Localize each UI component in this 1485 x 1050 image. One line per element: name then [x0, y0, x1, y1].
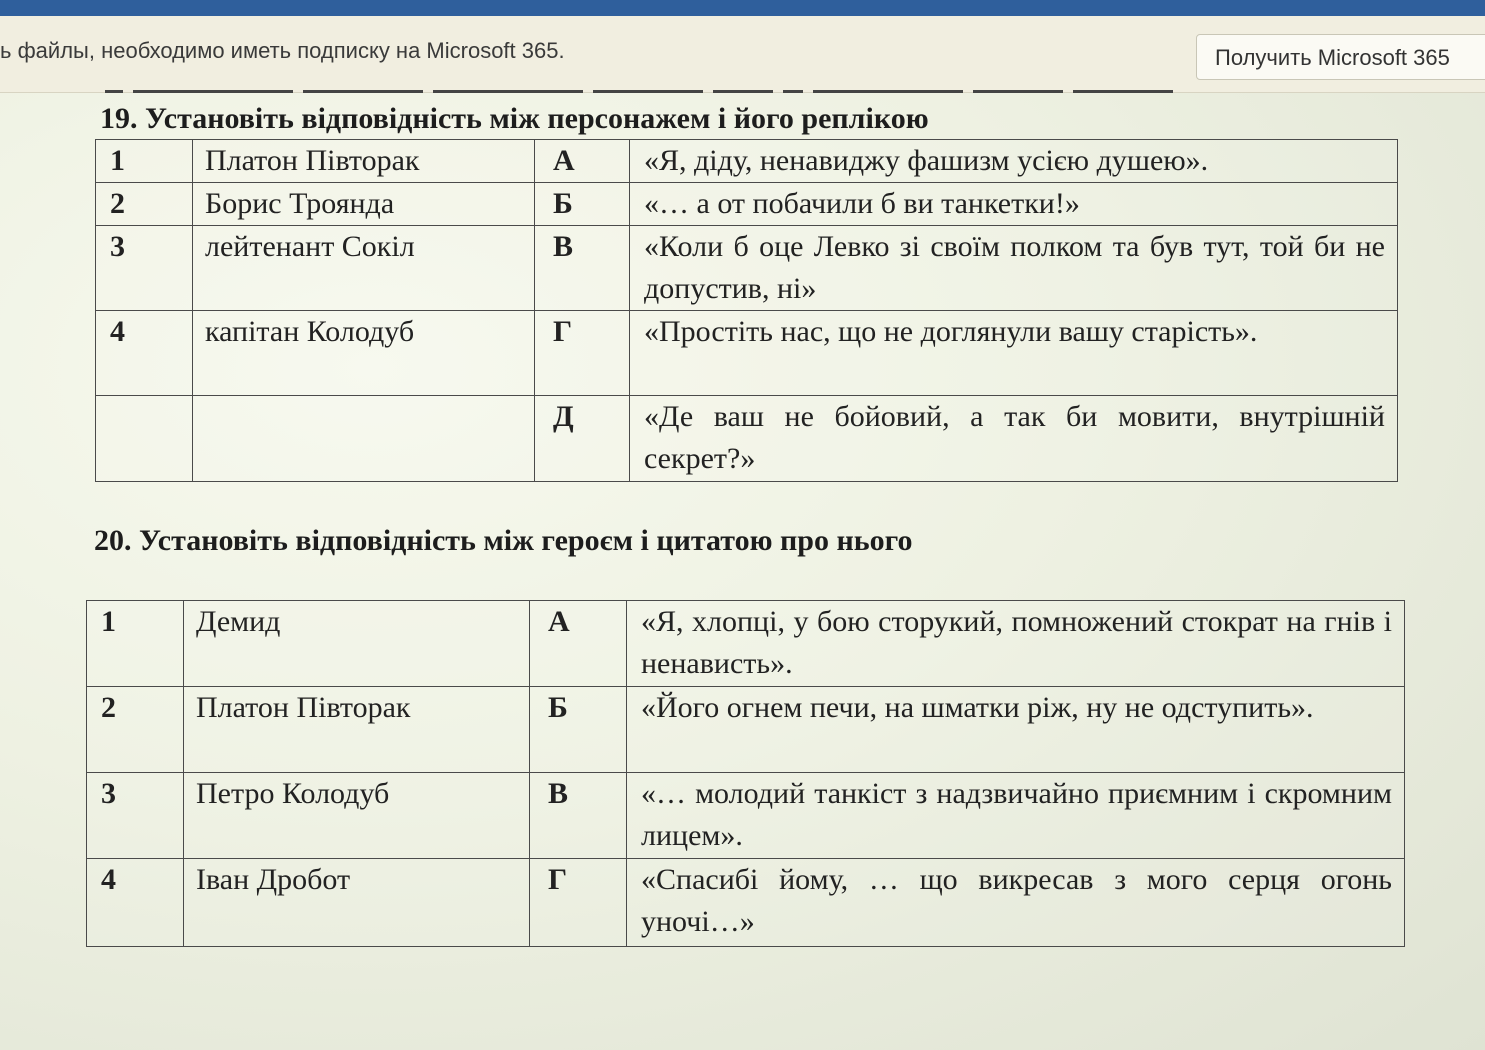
character-name [193, 396, 535, 482]
window-title-strip [0, 0, 1485, 16]
hero-name: Петро Колодуб [184, 773, 530, 859]
character-name: капітан Колодуб [193, 311, 535, 396]
quote-text: «Де ваш не бойовий, а так би мовити, внутрішній секрет?» [630, 396, 1398, 482]
table-row [96, 226, 1398, 311]
question-20-title: 20. Установіть відповідність між героєм і цитатою про нього [94, 524, 913, 557]
option-letter: А [530, 601, 627, 687]
question-20-table [86, 600, 1405, 947]
table-row [96, 396, 1398, 482]
quote-text: «Його огнем печи, на шматки ріж, ну не одступить». [627, 687, 1405, 773]
hero-name: Платон Півторак [184, 687, 530, 773]
hero-name: Демид [184, 601, 530, 687]
quote-text: «… молодий танкіст з надзвичайно приємним і скромним лицем». [627, 773, 1405, 859]
option-letter: А [535, 140, 630, 183]
option-letter: Б [530, 687, 627, 773]
row-number: 4 [87, 859, 184, 947]
row-number [96, 396, 193, 482]
cut-off-previous-line [105, 90, 1185, 98]
character-name: Платон Півторак [193, 140, 535, 183]
character-name: Борис Троянда [193, 183, 535, 226]
row-number: 1 [96, 140, 193, 183]
character-name: лейтенант Сокіл [193, 226, 535, 311]
hero-name: Іван Дробот [184, 859, 530, 947]
table-row [87, 687, 1405, 773]
option-letter: Г [535, 311, 630, 396]
quote-text: «… а от побачили б ви танкетки!» [630, 183, 1398, 226]
table-row [96, 183, 1398, 226]
row-number: 3 [87, 773, 184, 859]
option-letter: В [535, 226, 630, 311]
quote-text: «Спасибі йому, … що викресав з мого серця огонь уночі…» [627, 859, 1405, 947]
option-letter: Б [535, 183, 630, 226]
get-microsoft-365-button[interactable]: Получить Microsoft 365 [1196, 34, 1485, 80]
question-19-title: 19. Установіть відповідність між персонажем і його реплікою [100, 102, 929, 135]
quote-text: «Я, діду, ненавиджу фашизм усією душею». [630, 140, 1398, 183]
table-row [96, 311, 1398, 396]
question-19-table [95, 139, 1398, 482]
table-row [87, 601, 1405, 687]
quote-text: «Я, хлопці, у бою сторукий, помножений стократ на гнів і ненависть». [627, 601, 1405, 687]
table-row [96, 140, 1398, 183]
option-letter: В [530, 773, 627, 859]
option-letter: Д [535, 396, 630, 482]
quote-text: «Коли б оце Левко зі своїм полком та був тут, той би не допустив, ні» [630, 226, 1398, 311]
quote-text: «Простіть нас, що не доглянули вашу старість». [630, 311, 1398, 396]
banner-message: ь файлы, необходимо иметь подписку на Microsoft 365. [0, 38, 565, 63]
table-row [87, 773, 1405, 859]
row-number: 1 [87, 601, 184, 687]
option-letter: Г [530, 859, 627, 947]
row-number: 2 [87, 687, 184, 773]
row-number: 4 [96, 311, 193, 396]
table-row [87, 859, 1405, 947]
subscription-banner [0, 16, 1485, 93]
row-number: 2 [96, 183, 193, 226]
row-number: 3 [96, 226, 193, 311]
